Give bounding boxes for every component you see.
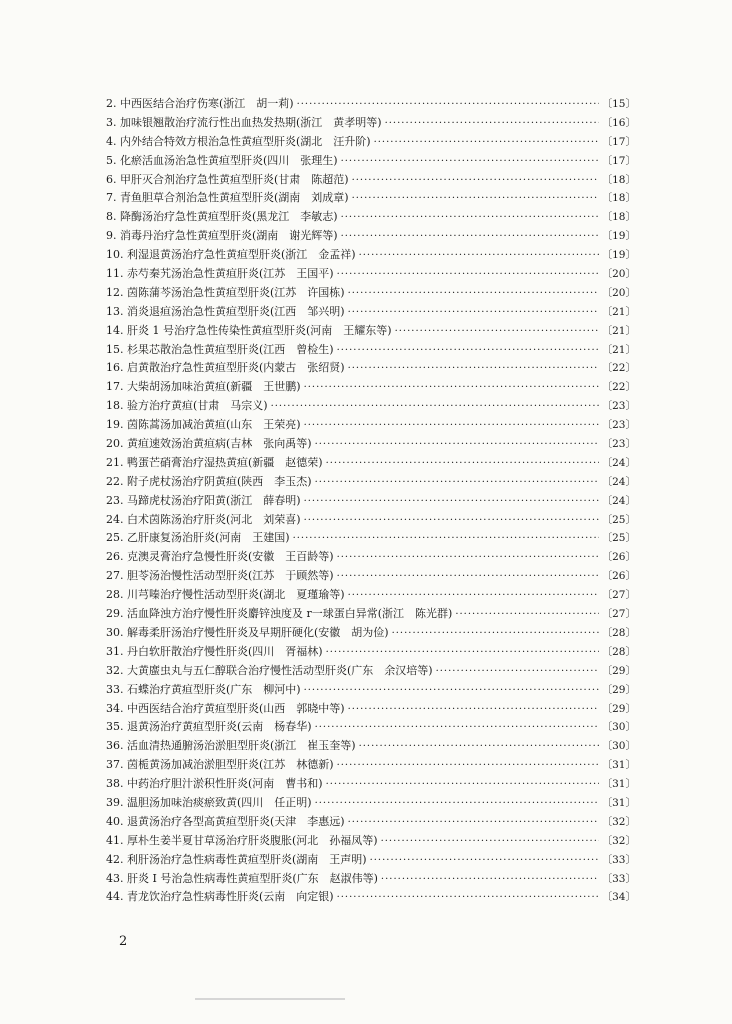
toc-entry (106, 171, 636, 190)
dot-leader (293, 530, 599, 548)
toc-entry-title: 39. 温胆汤加味治痰瘀致黄(四川 任正明) (106, 795, 312, 809)
dot-leader (315, 719, 599, 737)
dot-leader (304, 493, 599, 511)
toc-entry-page: 〔32〕 (601, 834, 636, 847)
toc-entry-page: 〔26〕 (601, 551, 636, 564)
toc-entry-page: 〔18〕 (601, 192, 636, 205)
toc-entry-title: 23. 马蹄虎杖汤治疗阳黄(浙江 薛春明) (106, 493, 301, 507)
toc-entry-page: 〔23〕 (601, 400, 636, 413)
toc-entry (106, 681, 636, 700)
toc-entry-title: 16. 启黄散治疗急性黄疸型肝炎(内蒙古 张绍贤) (106, 361, 345, 375)
toc-entry-page: 〔31〕 (601, 759, 636, 772)
dot-leader (326, 644, 599, 662)
toc-entry (106, 341, 636, 360)
dot-leader (304, 682, 599, 700)
dot-leader (337, 342, 599, 360)
toc-entry (106, 718, 636, 737)
toc-entry (106, 284, 636, 303)
toc-entry (106, 888, 636, 907)
toc-entry (106, 605, 636, 624)
dot-leader (370, 852, 599, 870)
toc-entry-page: 〔24〕 (601, 456, 636, 469)
toc-entry-title: 43. 肝炎 I 号治急性病毒性黄疸型肝炎(广东 赵淑伟等) (106, 871, 378, 885)
toc-entry (106, 152, 636, 171)
toc-entry (106, 227, 636, 246)
toc-entry (106, 265, 636, 284)
toc-entry-title: 3. 加味银翘散治疗流行性出血热发热期(浙江 黄孝明等) (106, 115, 382, 129)
toc-entry-title: 14. 肝炎 1 号治疗急性传染性黄疸型肝炎(河南 王耀东等) (106, 323, 392, 337)
toc-entry-page: 〔26〕 (601, 570, 636, 583)
toc-entry-page: 〔27〕 (601, 608, 636, 621)
toc-entry-title: 22. 附子虎杖汤治疗阴黄疸(陕西 李玉杰) (106, 474, 312, 488)
toc-entry-title: 18. 验方治疗黄疸(甘肃 马宗义) (106, 399, 268, 413)
toc-entry-title: 25. 乙肝康复汤治肝炎(河南 王建国) (106, 531, 290, 545)
toc-entry-page: 〔17〕 (601, 154, 636, 167)
toc-entry (106, 832, 636, 851)
toc-entry-title: 7. 青鱼胆草合剂治急性黄疸型肝炎(湖南 刘成章) (106, 191, 349, 205)
dot-leader (348, 814, 599, 832)
toc-entry-page: 〔23〕 (601, 419, 636, 432)
toc-entry (106, 114, 636, 133)
toc-entry-title: 10. 利湿退黄汤治疗急性黄疸型肝炎(浙江 金孟祥) (106, 248, 356, 262)
toc-entry-title: 37. 茵栀黄汤加减治淤胆型肝炎(江苏 林德新) (106, 758, 334, 772)
dot-leader (304, 512, 599, 530)
toc-entry-page: 〔19〕 (601, 249, 636, 262)
toc-entry (106, 624, 636, 643)
dot-leader (392, 625, 599, 643)
page-number: 2 (119, 934, 128, 949)
toc-entry (106, 303, 636, 322)
dot-leader (359, 247, 599, 265)
toc-entry-page: 〔30〕 (601, 721, 636, 734)
toc-entry-title: 13. 消炎退疸汤治急性黄疸型肝炎(江西 邹兴明) (106, 304, 345, 318)
table-of-contents (106, 95, 636, 907)
toc-entry-page: 〔24〕 (601, 475, 636, 488)
toc-entry (106, 208, 636, 227)
toc-entry (106, 492, 636, 511)
dot-leader (341, 228, 599, 246)
toc-entry-page: 〔17〕 (601, 135, 636, 148)
toc-entry-title: 11. 赤芍秦艽汤治急性黄疸肝炎(江苏 王国平) (106, 267, 334, 281)
toc-entry-page: 〔29〕 (601, 664, 636, 677)
dot-leader (337, 266, 599, 284)
toc-entry (106, 737, 636, 756)
toc-entry-page: 〔33〕 (601, 853, 636, 866)
toc-entry (106, 322, 636, 341)
toc-entry-page: 〔18〕 (601, 173, 636, 186)
dot-leader (326, 455, 599, 473)
toc-entry (106, 416, 636, 435)
toc-entry-title: 44. 青龙饮治疗急性病毒性肝炎(云南 向定银) (106, 890, 334, 904)
toc-entry-page: 〔21〕 (601, 305, 636, 318)
toc-entry (106, 643, 636, 662)
toc-entry-page: 〔31〕 (601, 796, 636, 809)
toc-entry-title: 28. 川芎嗪治疗慢性活动型肝炎(湖北 夏瑾瑜等) (106, 588, 345, 602)
toc-entry (106, 567, 636, 586)
toc-entry-title: 42. 利肝汤治疗急性病毒性黄疸型肝炎(湖南 王声明) (106, 852, 367, 866)
toc-entry-title: 21. 鸭蛋芒硝膏治疗湿热黄疸(新疆 赵德荣) (106, 455, 323, 469)
toc-entry (106, 756, 636, 775)
toc-entry (106, 548, 636, 567)
dot-leader (304, 417, 599, 435)
toc-entry-title: 30. 解毒柔肝汤治疗慢性肝炎及早期肝硬化(安徽 胡为俭) (106, 625, 389, 639)
toc-entry-title: 24. 白术茵陈汤治疗肝炎(河北 刘荣喜) (106, 512, 301, 526)
toc-entry-page: 〔28〕 (601, 626, 636, 639)
toc-entry (106, 662, 636, 681)
toc-entry-title: 36. 活血清热通腑汤治淤胆型肝炎(浙江 崔玉奎等) (106, 739, 356, 753)
toc-entry (106, 775, 636, 794)
dot-leader (395, 323, 599, 341)
dot-leader (271, 398, 599, 416)
toc-entry (106, 133, 636, 152)
dot-leader (374, 134, 599, 152)
toc-entry-title: 29. 活血降浊方治疗慢性肝炎麝锌浊度及 r一球蛋白异常(浙江 陈光群) (106, 607, 453, 621)
dot-leader (348, 285, 599, 303)
toc-entry-title: 40. 退黄汤治疗各型高黄疸型肝炎(天津 李惠远) (106, 814, 345, 828)
toc-entry-title: 38. 中药治疗胆汁淤积性肝炎(河南 曹书和) (106, 777, 323, 791)
toc-entry-title: 12. 茵陈蒲芩汤治急性黄疸型肝炎(江苏 许国栋) (106, 285, 345, 299)
dot-leader (348, 360, 599, 378)
toc-entry (106, 473, 636, 492)
toc-entry-page: 〔29〕 (601, 702, 636, 715)
toc-entry-title: 9. 消毒丹治疗急性黄疸型肝炎(湖南 谢光辉等) (106, 229, 338, 243)
toc-entry-title: 8. 降酶汤治疗急性黄疸型肝炎(黑龙江 李敏志) (106, 210, 338, 224)
toc-entry (106, 511, 636, 530)
toc-entry-title: 41. 厚朴生姜半夏甘草汤治疗肝炎腹胀(河北 孙福凤等) (106, 833, 378, 847)
toc-entry-page: 〔20〕 (601, 286, 636, 299)
toc-entry (106, 794, 636, 813)
toc-entry-page: 〔31〕 (601, 778, 636, 791)
toc-entry (106, 95, 636, 114)
toc-entry (106, 586, 636, 605)
toc-entry-page: 〔24〕 (601, 494, 636, 507)
toc-entry-page: 〔29〕 (601, 683, 636, 696)
dot-leader (297, 96, 599, 114)
toc-entry-title: 20. 黄疸速效汤治黄疸病(吉林 张向禹等) (106, 437, 312, 451)
toc-entry-page: 〔20〕 (601, 268, 636, 281)
toc-entry (106, 359, 636, 378)
toc-entry-page: 〔34〕 (601, 891, 636, 904)
dot-leader (348, 304, 599, 322)
toc-entry (106, 435, 636, 454)
toc-entry-page: 〔19〕 (601, 230, 636, 243)
dot-leader (348, 701, 599, 719)
toc-entry-title: 34. 中西医结合治疗黄疸型肝炎(山西 郭晓中等) (106, 701, 345, 715)
toc-entry-page: 〔25〕 (601, 513, 636, 526)
dot-leader (359, 738, 599, 756)
toc-entry-page: 〔28〕 (601, 645, 636, 658)
toc-entry (106, 378, 636, 397)
toc-entry-title: 2. 中西医结合治疗伤寒(浙江 胡一莉) (106, 97, 294, 110)
toc-entry-title: 17. 大柴胡汤加味治黄疸(新疆 王世鹏) (106, 380, 301, 394)
toc-entry (106, 700, 636, 719)
toc-entry-page: 〔21〕 (601, 343, 636, 356)
toc-entry-page: 〔15〕 (601, 98, 636, 110)
toc-entry (106, 870, 636, 889)
toc-entry-page: 〔22〕 (601, 381, 636, 394)
toc-entry-title: 35. 退黄汤治疗黄疸型肝炎(云南 杨春华) (106, 720, 312, 734)
toc-entry-title: 33. 石蝶治疗黄疸型肝炎(广东 柳河中) (106, 682, 301, 696)
dot-leader (304, 379, 599, 397)
toc-entry-page: 〔21〕 (601, 324, 636, 337)
toc-entry (106, 397, 636, 416)
dot-leader (341, 153, 599, 171)
dot-leader (341, 209, 599, 227)
toc-entry-page: 〔25〕 (601, 532, 636, 545)
toc-entry-title: 19. 茵陈蒿汤加减治黄疸(山东 王荣亮) (106, 418, 301, 432)
dot-leader (348, 587, 599, 605)
toc-entry-title: 15. 杉果芯散治急性黄疸型肝炎(江西 曾检生) (106, 342, 334, 356)
toc-entry (106, 813, 636, 832)
toc-entry-title: 31. 丹白软肝散治疗慢性肝炎(四川 胥福林) (106, 644, 323, 658)
dot-leader (315, 795, 599, 813)
toc-entry-page: 〔27〕 (601, 589, 636, 602)
dot-leader (337, 889, 599, 907)
toc-entry-page: 〔22〕 (601, 362, 636, 375)
toc-entry (106, 189, 636, 208)
dot-leader (352, 190, 599, 208)
toc-entry-title: 6. 甲肝灭合剂治疗急性黄疸型肝炎(甘肃 陈超范) (106, 172, 349, 186)
dot-leader (352, 172, 599, 190)
toc-entry-title: 27. 胆苓汤治慢性活动型肝炎(江苏 于顾然等) (106, 569, 334, 583)
dot-leader (326, 776, 599, 794)
toc-entry-title: 5. 化瘀活血汤治急性黄疸型肝炎(四川 张理生) (106, 153, 338, 167)
toc-entry-page: 〔33〕 (601, 872, 636, 885)
toc-entry-page: 〔30〕 (601, 740, 636, 753)
dot-leader (337, 757, 599, 775)
toc-entry (106, 851, 636, 870)
toc-entry-page: 〔32〕 (601, 815, 636, 828)
dot-leader (315, 474, 599, 492)
scan-smudge (195, 998, 345, 1000)
dot-leader (337, 549, 599, 567)
toc-entry-page: 〔16〕 (601, 116, 636, 129)
toc-entry-title: 26. 克澳灵膏治疗急慢性肝炎(安徽 王百龄等) (106, 550, 334, 564)
toc-entry-page: 〔18〕 (601, 211, 636, 224)
dot-leader (381, 833, 599, 851)
dot-leader (455, 606, 598, 624)
toc-entry (106, 529, 636, 548)
dot-leader (385, 115, 599, 133)
dot-leader (315, 436, 599, 454)
toc-entry (106, 454, 636, 473)
toc-entry-page: 〔23〕 (601, 438, 636, 451)
toc-entry-title: 32. 大黄䗪虫丸与五仁醇联合治疗慢性活动型肝炎(广东 余汉培等) (106, 663, 433, 677)
dot-leader (381, 871, 599, 889)
dot-leader (337, 568, 599, 586)
toc-entry-title: 4. 内外结合特效方根治急性黄疸型肝炎(湖北 汪升阶) (106, 134, 371, 148)
toc-entry (106, 246, 636, 265)
dot-leader (436, 663, 599, 681)
